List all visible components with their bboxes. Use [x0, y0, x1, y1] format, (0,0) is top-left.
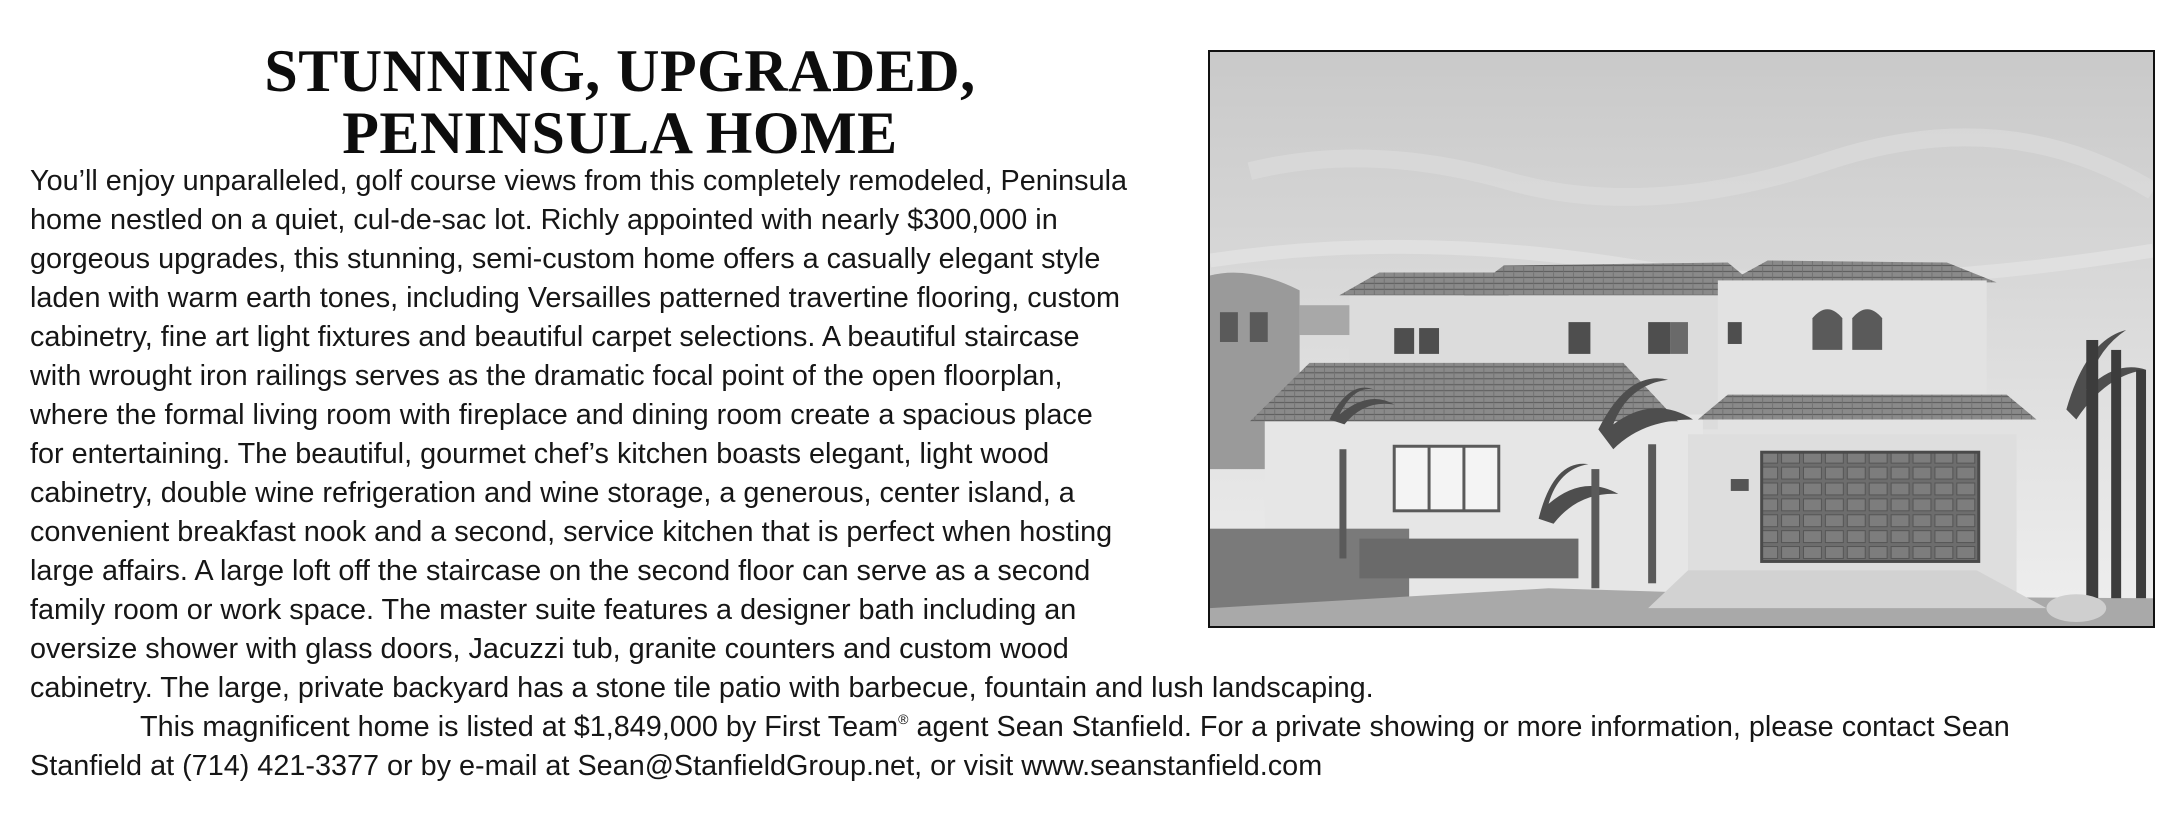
body-line: cabinetry. The large, private backyard has a stone tile patio with barbecue, fountain and lush landscaping.: [30, 672, 1374, 704]
body-line: convenient breakfast nook and a second, service kitchen that is perfect when hosting: [30, 516, 1113, 548]
body-line: You’ll enjoy unparalleled, golf course views from this completely remodeled, Peninsula: [30, 165, 1128, 197]
listing-paragraph: [30, 708, 2160, 747]
article-body: [30, 162, 2160, 786]
listing-price-text: This magnificent home is listed at $1,849,000 by First Team: [140, 711, 899, 743]
body-line: cabinetry, double wine refrigeration and wine storage, a generous, center island, a: [30, 477, 1075, 509]
body-line: where the formal living room with fireplace and dining room create a spacious place: [30, 399, 1093, 431]
listing-agent-text: agent Sean Stanfield. For a private showing or more information, please contact Sean: [908, 711, 2010, 743]
body-line: for entertaining. The beautiful, gourmet chef’s kitchen boasts elegant, light wood: [30, 438, 1050, 470]
contact-line: Stanfield at (714) 421-3377 or by e-mail at Sean@StanfieldGroup.net, or visit www.seanstanfield.com: [30, 750, 1323, 782]
headline-line-2: PENINSULA HOME: [342, 100, 898, 166]
article-headline: [200, 40, 1040, 164]
headline-line-1: STUNNING, UPGRADED,: [264, 38, 976, 104]
body-line: gorgeous upgrades, this stunning, semi-custom home offers a casually elegant style: [30, 243, 1101, 275]
registered-mark: ®: [898, 711, 909, 727]
body-line: large affairs. A large loft off the staircase on the second floor can serve as a second: [30, 555, 1091, 587]
body-line: family room or work space. The master suite features a designer bath including an: [30, 594, 1077, 626]
body-line: cabinetry, fine art light fixtures and beautiful carpet selections. A beautiful staircase: [30, 321, 1080, 353]
body-line: laden with warm earth tones, including Versailles patterned travertine flooring, custom: [30, 282, 1121, 314]
body-line: oversize shower with glass doors, Jacuzzi tub, granite counters and custom wood: [30, 633, 1069, 665]
body-line: with wrought iron railings serves as the dramatic focal point of the open floorplan,: [30, 360, 1063, 392]
body-line: home nestled on a quiet, cul-de-sac lot. Richly appointed with nearly $300,000 in: [30, 204, 1058, 236]
